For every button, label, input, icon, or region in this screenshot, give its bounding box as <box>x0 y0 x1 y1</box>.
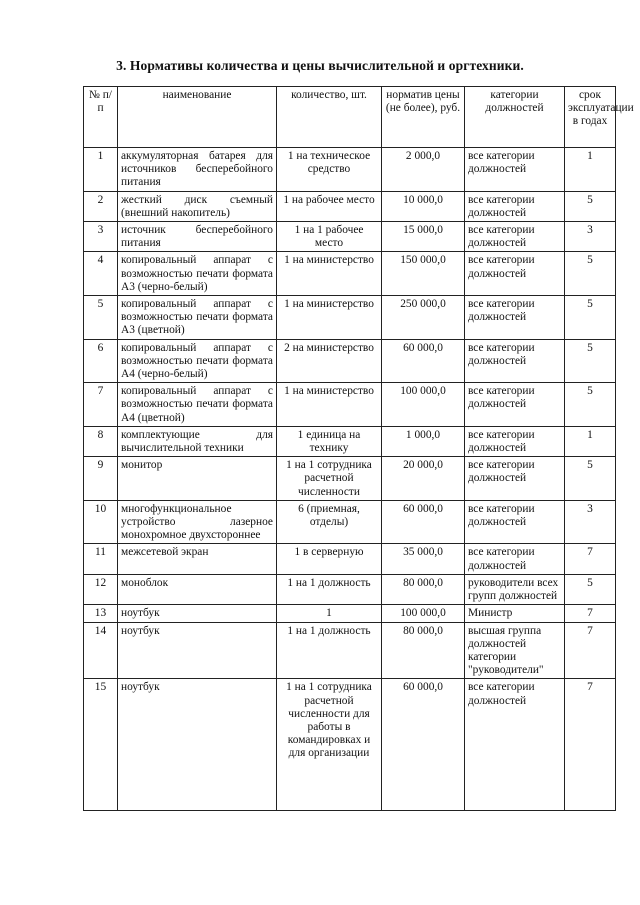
table-row <box>84 574 616 604</box>
item-price: 100 000,0 <box>382 383 465 427</box>
item-quantity: 1 на 1 сотрудника расчетной численности для работы в командировках и для организации <box>277 679 382 811</box>
item-term: 3 <box>565 222 616 252</box>
table-row <box>84 252 616 296</box>
table-row <box>84 148 616 192</box>
item-name: многофункциональное устройство лазерное монохромное двухстороннее <box>118 500 277 544</box>
item-quantity: 1 на министерство <box>277 252 382 296</box>
item-price: 20 000,0 <box>382 457 465 501</box>
item-quantity: 1 на 1 сотрудника расчетной численности <box>277 457 382 501</box>
row-number: 8 <box>84 426 118 456</box>
item-term: 3 <box>565 500 616 544</box>
item-category: все категории должностей <box>465 252 565 296</box>
header-category: категории должностей <box>465 87 565 148</box>
item-category: все категории должностей <box>465 296 565 340</box>
row-number: 1 <box>84 148 118 192</box>
header-name: наименование <box>118 87 277 148</box>
item-category: все категории должностей <box>465 544 565 574</box>
table-header-row <box>84 87 616 148</box>
item-quantity: 1 на 1 должность <box>277 622 382 679</box>
table-row <box>84 383 616 427</box>
item-name: ноутбук <box>118 679 277 811</box>
page-title: 3. Нормативы количества и цены вычислительной и оргтехники. <box>116 58 524 73</box>
item-price: 150 000,0 <box>382 252 465 296</box>
row-number: 2 <box>84 191 118 221</box>
item-term: 5 <box>565 339 616 383</box>
item-quantity: 1 на 1 должность <box>277 574 382 604</box>
item-category: высшая группа должностей категории "руководители" <box>465 622 565 679</box>
item-term: 7 <box>565 622 616 679</box>
item-term: 5 <box>565 383 616 427</box>
item-name: копировальный аппарат с возможностью печати формата А4 (цветной) <box>118 383 277 427</box>
item-price: 2 000,0 <box>382 148 465 192</box>
row-number: 3 <box>84 222 118 252</box>
item-quantity: 1 на рабочее место <box>277 191 382 221</box>
row-number: 4 <box>84 252 118 296</box>
header-term: срок эксплуатации в годах <box>565 87 616 148</box>
item-quantity: 6 (приемная, отделы) <box>277 500 382 544</box>
row-number: 5 <box>84 296 118 340</box>
row-number: 10 <box>84 500 118 544</box>
item-quantity: 1 на техническое средство <box>277 148 382 192</box>
row-number: 13 <box>84 605 118 622</box>
item-quantity: 2 на министерство <box>277 339 382 383</box>
table-row <box>84 222 616 252</box>
item-term: 5 <box>565 457 616 501</box>
item-quantity: 1 на министерство <box>277 383 382 427</box>
item-term: 5 <box>565 191 616 221</box>
item-category: руководители всех групп должностей <box>465 574 565 604</box>
item-category: все категории должностей <box>465 191 565 221</box>
item-category: Министр <box>465 605 565 622</box>
item-price: 100 000,0 <box>382 605 465 622</box>
item-category: все категории должностей <box>465 679 565 811</box>
row-number: 7 <box>84 383 118 427</box>
row-number: 12 <box>84 574 118 604</box>
item-name: ноутбук <box>118 605 277 622</box>
item-term: 7 <box>565 679 616 811</box>
item-category: все категории должностей <box>465 222 565 252</box>
table-row <box>84 622 616 679</box>
table-row <box>84 544 616 574</box>
item-term: 7 <box>565 605 616 622</box>
header-qty: количество, шт. <box>277 87 382 148</box>
item-name: монитор <box>118 457 277 501</box>
table-row <box>84 457 616 501</box>
item-price: 80 000,0 <box>382 574 465 604</box>
header-price: норматив цены (не более), руб. <box>382 87 465 148</box>
item-quantity: 1 на министерство <box>277 296 382 340</box>
item-price: 60 000,0 <box>382 500 465 544</box>
item-term: 1 <box>565 148 616 192</box>
item-price: 60 000,0 <box>382 339 465 383</box>
item-price: 15 000,0 <box>382 222 465 252</box>
row-number: 15 <box>84 679 118 811</box>
item-name: копировальный аппарат с возможностью печати формата А3 (цветной) <box>118 296 277 340</box>
item-name: межсетевой экран <box>118 544 277 574</box>
item-price: 250 000,0 <box>382 296 465 340</box>
item-price: 35 000,0 <box>382 544 465 574</box>
item-price: 60 000,0 <box>382 679 465 811</box>
table-row <box>84 191 616 221</box>
item-name: жесткий диск съемный (внешний накопитель) <box>118 191 277 221</box>
item-category: все категории должностей <box>465 148 565 192</box>
header-num: № п/п <box>84 87 118 148</box>
item-name: комплектующие для вычислительной техники <box>118 426 277 456</box>
row-number: 14 <box>84 622 118 679</box>
item-name: копировальный аппарат с возможностью печати формата А4 (черно-белый) <box>118 339 277 383</box>
item-term: 5 <box>565 252 616 296</box>
item-price: 1 000,0 <box>382 426 465 456</box>
item-price: 80 000,0 <box>382 622 465 679</box>
item-name: копировальный аппарат с возможностью печати формата А3 (черно-белый) <box>118 252 277 296</box>
item-category: все категории должностей <box>465 457 565 501</box>
item-name: ноутбук <box>118 622 277 679</box>
row-number: 9 <box>84 457 118 501</box>
table-row <box>84 339 616 383</box>
table-row <box>84 426 616 456</box>
table-row <box>84 500 616 544</box>
item-term: 1 <box>565 426 616 456</box>
item-category: все категории должностей <box>465 383 565 427</box>
item-category: все категории должностей <box>465 339 565 383</box>
item-quantity: 1 в серверную <box>277 544 382 574</box>
item-price: 10 000,0 <box>382 191 465 221</box>
item-quantity: 1 <box>277 605 382 622</box>
item-quantity: 1 на 1 рабочее место <box>277 222 382 252</box>
item-category: все категории должностей <box>465 426 565 456</box>
row-number: 11 <box>84 544 118 574</box>
item-term: 7 <box>565 544 616 574</box>
item-category: все категории должностей <box>465 500 565 544</box>
item-term: 5 <box>565 574 616 604</box>
item-term: 5 <box>565 296 616 340</box>
table-row <box>84 679 616 811</box>
item-name: аккумуляторная батарея для источников бесперебойного питания <box>118 148 277 192</box>
item-name: источник бесперебойного питания <box>118 222 277 252</box>
item-name: моноблок <box>118 574 277 604</box>
row-number: 6 <box>84 339 118 383</box>
norms-table <box>83 86 634 811</box>
table-row <box>84 605 616 622</box>
item-quantity: 1 единица на технику <box>277 426 382 456</box>
table-row <box>84 296 616 340</box>
